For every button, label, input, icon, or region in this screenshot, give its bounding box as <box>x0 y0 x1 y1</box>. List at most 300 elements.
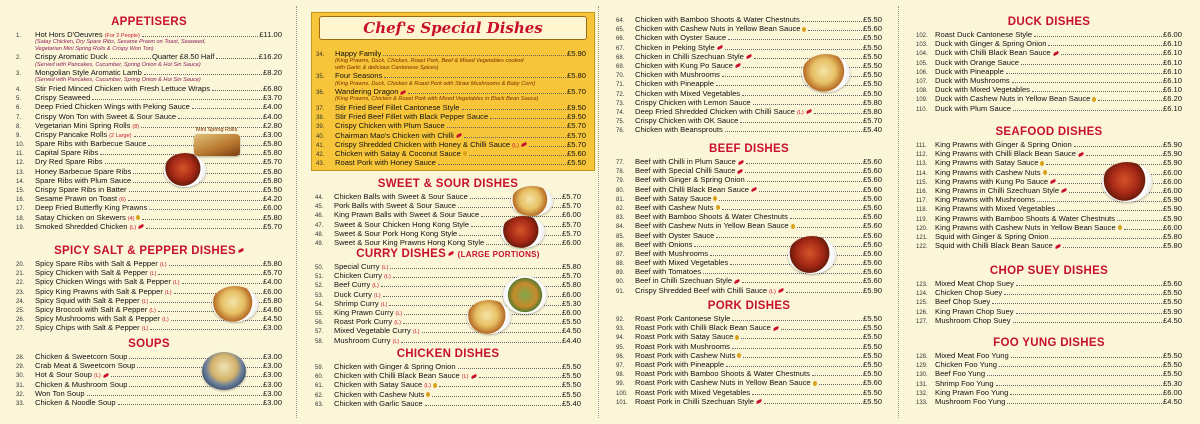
item-price: £5.50 <box>561 380 581 390</box>
item-price: £4.50 <box>1162 315 1182 325</box>
item-number: 81. <box>616 196 625 203</box>
item-name-text: Special Curry <box>334 262 380 271</box>
menu-item-row <box>916 297 1182 306</box>
item-name-text: Capital Spare Ribs <box>35 148 99 158</box>
item-number: 94. <box>616 335 625 342</box>
dot-leader <box>1061 54 1162 55</box>
item-number: 33. <box>16 400 25 407</box>
item-name <box>334 399 423 408</box>
item-number: 45. <box>315 204 324 211</box>
dot-leader <box>728 39 862 40</box>
dot-leader <box>732 348 862 349</box>
item-name-text: Beef with Chilli Black Bean Sauce <box>635 184 749 194</box>
item-price: £3.00 <box>262 379 282 389</box>
menu-item-row <box>616 43 882 52</box>
item-name-text: Spare Ribs with Barbecue Sauce <box>35 139 147 149</box>
dot-leader <box>158 274 262 275</box>
item-description: Vegetarian Mini Spring Rolls & Crispy Won Ton) <box>35 45 154 52</box>
spring-rolls-photo <box>194 134 240 156</box>
menu-item-row <box>16 194 282 203</box>
dot-leader <box>479 377 561 378</box>
item-name-text: Crispy Aromatic Duck <box>35 52 108 62</box>
item-tag: (L) <box>384 274 391 281</box>
item-price: £9.50 <box>566 102 586 112</box>
dot-leader <box>1016 285 1162 286</box>
item-price: £16.20 <box>258 52 282 62</box>
dot-leader <box>1037 201 1162 202</box>
menu-item-row <box>616 212 882 221</box>
item-name <box>635 98 751 107</box>
item-name <box>635 378 817 387</box>
item-name <box>935 149 1084 158</box>
item-name <box>635 342 730 351</box>
item-name-text: Mixed Meat Chop Suey <box>935 279 1014 288</box>
item-name <box>935 279 1014 288</box>
chili-icon <box>1078 152 1084 157</box>
item-description: with Garlic & delicious Cantonese Spices) <box>335 64 439 71</box>
item-tag: (6) <box>119 197 126 204</box>
menu-item-row <box>916 288 1182 297</box>
item-name-text: Duck with Mixed Vegetables <box>935 85 1030 95</box>
item-number: 117. <box>916 198 928 205</box>
item-tag: (2 Large) <box>109 132 132 139</box>
item-name <box>635 258 728 267</box>
dot-leader <box>747 181 862 182</box>
item-price: £5.80 <box>1162 231 1182 241</box>
item-name-text: Won Ton Soup <box>35 388 85 398</box>
dot-leader <box>742 95 862 96</box>
item-number: 111. <box>916 143 927 149</box>
item-name-text: Beef with Satay Sauce <box>635 193 712 203</box>
item-number: 32. <box>16 391 25 398</box>
dot-leader <box>1013 110 1162 111</box>
item-name-text: King Prawn Curry <box>334 307 394 317</box>
item-number: 50. <box>315 265 324 271</box>
menu-item-row <box>916 214 1182 223</box>
dot-leader <box>722 209 862 210</box>
menu-item-row <box>16 185 282 194</box>
item-name <box>635 70 720 79</box>
item-name <box>935 223 1122 232</box>
item-name-text: King Prawns with Cashew Nuts in Yellow Bean Sauce <box>935 222 1116 232</box>
chili-icon <box>773 326 779 331</box>
item-name <box>35 93 90 102</box>
item-number: 17. <box>16 206 25 213</box>
item-name <box>334 229 457 238</box>
item-number: 42. <box>316 151 325 158</box>
item-name <box>635 397 762 406</box>
menu-item-row <box>315 371 581 380</box>
item-number: 57. <box>315 329 324 336</box>
nut-icon <box>716 205 720 210</box>
item-name <box>35 102 190 111</box>
item-number: 56. <box>315 320 324 327</box>
item-price: £8.20 <box>262 68 282 78</box>
item-number: 28. <box>16 355 25 361</box>
dot-leader <box>812 375 862 376</box>
item-name-text: King Prawn Foo Yung <box>935 387 1009 397</box>
item-price: £6.00 <box>1162 167 1182 177</box>
item-price: £9.50 <box>566 112 586 122</box>
item-price: £6.00 <box>561 307 581 317</box>
item-name <box>635 286 784 297</box>
item-number: 25. <box>16 307 25 314</box>
item-name-text: Roast Pork Curry <box>334 317 393 327</box>
duck-section <box>916 16 1182 113</box>
item-tag: (L) <box>796 109 804 116</box>
item-name-text: Sweet & Sour Pork Hong Kong Style <box>334 228 458 238</box>
menu-item-row <box>916 76 1182 85</box>
beef-section <box>616 143 882 295</box>
item-name-text: Honey Barbecue Spare Ribs <box>35 166 132 176</box>
item-price: £5.80 <box>862 97 882 107</box>
item-number: 126. <box>916 309 928 316</box>
item-number: 80. <box>616 187 625 194</box>
item-price: £2.80 <box>262 120 282 130</box>
item-price: £5.60 <box>862 202 882 212</box>
item-price: £5.50 <box>1162 288 1182 298</box>
item-name-text: Duck Curry <box>334 289 372 299</box>
item-name <box>35 185 127 194</box>
chili-icon <box>751 187 757 192</box>
menu-item-row <box>916 67 1182 76</box>
section-title-text: SPICY SALT & PEPPER DISHES <box>54 245 236 257</box>
item-name-text: Duck with Ginger & Spring Onion <box>935 39 1047 49</box>
item-name <box>35 323 148 334</box>
menu-item-row <box>16 259 282 268</box>
item-name-text: Chicken with Mixed Vegetables <box>635 88 741 98</box>
item-name-text: King Prawns with Mushrooms <box>935 195 1036 205</box>
item-number: 14. <box>16 178 25 185</box>
item-name <box>35 222 144 233</box>
item-name <box>35 203 147 212</box>
item-price: £5.70 <box>561 271 581 281</box>
item-name-text: Chicken Curry <box>334 271 383 281</box>
item-number: 20. <box>16 262 25 268</box>
item-number: 124. <box>916 291 928 298</box>
menu-item-row <box>16 176 282 185</box>
dot-leader <box>746 163 862 164</box>
item-number: 7. <box>16 114 22 121</box>
item-name-text: Beef with Tomatoes <box>635 267 702 277</box>
item-number: 87. <box>616 251 625 258</box>
item-tag: (L) <box>380 301 388 308</box>
menu-item-row <box>16 389 282 398</box>
item-price: £6.00 <box>1162 30 1182 39</box>
item-name-text: Chicken with Cashew Nuts in Yellow Bean Sauce <box>635 24 801 34</box>
item-price: £3.00 <box>262 352 282 361</box>
item-price: £5.90 <box>1162 195 1182 205</box>
dot-leader <box>1117 220 1162 221</box>
chili-icon <box>756 399 762 404</box>
item-name-text: Deep Fried Butterfly King Prawns <box>35 203 148 213</box>
item-number: 133. <box>916 399 928 406</box>
dot-leader <box>752 394 862 395</box>
item-price: £5.90 <box>1162 140 1182 149</box>
item-name-text: Duck with Pineapple <box>935 66 1004 76</box>
item-price: £5.90 <box>1162 306 1182 316</box>
item-price: £4.60 <box>262 304 282 314</box>
item-number: 96. <box>616 353 625 360</box>
chili-icon <box>470 374 476 379</box>
dot-leader <box>439 386 561 387</box>
item-name-text: Chicken with Pineapple <box>635 79 714 89</box>
item-price: £5.50 <box>862 314 882 323</box>
menu-item-row <box>916 369 1182 378</box>
menu-item-row <box>616 332 882 341</box>
item-number: 11. <box>16 151 24 158</box>
dot-leader <box>425 405 561 406</box>
item-description: (Satay Chicken, Dry Spare Ribs, Sesame Prawn on Toast, Seaweed, <box>35 39 206 46</box>
item-price: £3.00 <box>262 129 282 139</box>
dot-leader <box>1006 73 1162 74</box>
item-name <box>635 267 701 276</box>
item-name-text: King Prawns with Ginger & Spring Onion <box>935 140 1072 149</box>
dot-leader <box>149 209 262 210</box>
item-number: 40. <box>316 133 325 140</box>
item-price: £5.70 <box>566 130 586 140</box>
dot-leader <box>129 386 262 387</box>
item-number: 3. <box>16 71 22 78</box>
item-name-text: Spicy King Prawns with Salt & Pepper <box>35 286 163 296</box>
item-price: £5.60 <box>862 276 882 286</box>
item-name-text: Spicy Chips with Salt & Pepper <box>35 323 140 333</box>
menu-item-row <box>16 93 282 102</box>
menu-item-row <box>616 360 882 369</box>
item-price: £6.00 <box>1162 387 1182 397</box>
item-name <box>35 52 108 61</box>
item-name-text: Roast Pork Cantonese Style <box>635 314 731 323</box>
menu-item-row <box>916 223 1182 232</box>
item-price: £5.50 <box>862 33 882 43</box>
item-price: £3.70 <box>262 93 282 103</box>
item-number: 103. <box>916 42 928 49</box>
section-title: CHICKEN DISHES <box>396 348 500 360</box>
item-number: 130. <box>916 372 928 379</box>
item-name-text: Crispy Spare Ribs in Batter <box>35 185 127 194</box>
sweet-sour-photo <box>501 216 545 248</box>
menu-item-row <box>616 267 882 276</box>
item-tag: (L) <box>373 292 381 299</box>
dot-leader <box>1032 91 1162 92</box>
menu-item-row <box>16 102 282 111</box>
item-name-text: Stir Fried Minced Chicken with Fresh Lettuce Wraps <box>35 83 211 93</box>
menu-item-row <box>616 378 882 387</box>
item-price: £5.90 <box>1162 158 1182 168</box>
section-title-text: CURRY DISHES <box>356 248 447 260</box>
menu-item-row <box>616 157 882 166</box>
dot-leader <box>987 375 1162 376</box>
menu-item-row <box>916 279 1182 288</box>
item-price: £6.10 <box>1162 39 1182 49</box>
dot-leader <box>740 122 862 123</box>
chili-icon <box>716 45 722 50</box>
item-name-text: Smoked Shredded Chicken <box>35 221 128 231</box>
item-name <box>635 125 723 134</box>
item-name <box>935 351 1009 360</box>
item-price: £3.00 <box>262 323 282 333</box>
dot-leader <box>759 191 862 192</box>
item-price: £5.70 <box>566 87 586 97</box>
item-name <box>635 332 739 341</box>
item-name <box>35 389 85 398</box>
item-number: 49. <box>315 240 324 247</box>
item-number: 118. <box>916 207 928 214</box>
menu-item-row <box>616 185 882 194</box>
item-number: 121. <box>916 234 928 241</box>
item-number: 101. <box>616 399 628 406</box>
dot-leader <box>1004 294 1162 295</box>
item-number: 113. <box>916 161 928 168</box>
item-name <box>935 214 1115 223</box>
item-name-text: King Prawns with Bamboo Shoots & Water Chestnuts <box>935 213 1115 223</box>
item-name <box>35 148 98 157</box>
item-name-text: Roast Pork with Satay Sauce <box>635 332 734 342</box>
item-number: 73. <box>616 100 625 107</box>
menu-item-row <box>16 52 282 61</box>
item-number: 9. <box>16 132 22 139</box>
item-name <box>935 158 1044 167</box>
item-name-text: Chicken with Oyster Sauce <box>635 33 727 43</box>
dot-leader <box>142 36 258 37</box>
item-description: (Served with Pancakes, Cucumber, Spring Onion & Hoi Sin Sauce) <box>35 61 201 68</box>
section-title <box>16 245 282 259</box>
item-number: 105. <box>916 60 928 67</box>
item-number: 30. <box>16 373 25 380</box>
item-name <box>635 351 741 360</box>
item-number: 88. <box>616 261 625 268</box>
menu-column-3 <box>616 0 882 424</box>
dot-leader <box>129 358 262 359</box>
dot-leader <box>786 292 862 293</box>
menu-item-row <box>616 175 882 184</box>
item-number: 44. <box>315 195 324 201</box>
item-price: £6.20 <box>1162 94 1182 104</box>
item-number: 123. <box>916 282 928 288</box>
menu-item-row <box>16 84 282 93</box>
item-name-text: Beef with Cashew Nuts <box>635 202 714 212</box>
item-number: 109. <box>916 97 928 104</box>
menu-item-row <box>616 166 882 175</box>
menu-item-row <box>16 277 282 286</box>
menu-item-row <box>16 112 282 121</box>
item-number: 53. <box>315 292 324 299</box>
nut-icon <box>813 381 817 386</box>
item-number: 120. <box>916 225 928 232</box>
item-name-text: Chicken with Cashew Nuts <box>334 389 425 399</box>
item-name-text: Chicken in Peking Style <box>635 42 715 52</box>
item-name <box>635 185 757 194</box>
item-number: 83. <box>616 215 625 222</box>
menu-item-row <box>616 24 882 33</box>
dot-leader <box>1046 164 1162 165</box>
item-price: £5.80 <box>566 71 586 81</box>
dot-leader <box>703 273 862 274</box>
menu-item-row <box>616 276 882 285</box>
chili-icon <box>102 373 108 378</box>
item-price: £5.60 <box>862 267 882 277</box>
menu-item-row <box>916 140 1182 149</box>
item-name-text: Beef with Cashew Nuts in Yellow Bean Sauce <box>635 221 789 231</box>
item-number: 23. <box>16 289 25 296</box>
item-price: £5.50 <box>561 362 581 371</box>
item-price: £5.50 <box>862 15 882 24</box>
item-name <box>935 140 1072 149</box>
item-name-text: King Prawns with Mixed Vegetables <box>935 204 1056 214</box>
item-name-text: Beef with Ginger & Spring Onion <box>635 175 745 185</box>
menu-item-row <box>315 336 581 345</box>
dot-leader <box>118 404 262 405</box>
chicken-dish-photo <box>802 54 850 92</box>
menu-column-1 <box>16 0 282 424</box>
item-number: 78. <box>616 169 625 176</box>
item-name <box>935 48 1059 57</box>
item-name-text: Roast Pork with Pineapple <box>635 359 725 369</box>
nut-icon <box>426 392 430 397</box>
item-name <box>635 116 738 125</box>
item-tag: (For 2 People) <box>104 33 140 39</box>
item-number: 79. <box>616 178 625 185</box>
item-number: 75. <box>616 119 625 126</box>
item-price: £6.00 <box>561 237 581 247</box>
item-name <box>935 85 1030 94</box>
item-name-text: Beef with Special Chilli Sauce <box>635 166 736 176</box>
item-number: 86. <box>616 242 625 249</box>
item-name <box>635 61 741 70</box>
item-number: 127. <box>916 318 928 325</box>
item-tag: (L) <box>381 265 389 271</box>
item-number: 38. <box>316 115 325 122</box>
item-price: £5.50 <box>262 185 282 194</box>
item-price: £6.10 <box>1162 66 1182 76</box>
item-name-text: Sesame Prawn on Toast <box>35 194 118 204</box>
chili-icon <box>737 169 743 174</box>
item-name <box>935 307 1014 316</box>
chili-icon <box>1061 188 1067 193</box>
item-tag: (L) <box>172 280 180 287</box>
item-number: 85. <box>616 233 625 240</box>
item-name-text: Chicken & Sweetcorn Soup <box>35 352 128 361</box>
menu-item-row <box>16 139 282 148</box>
item-name <box>35 167 131 176</box>
item-name <box>935 241 1061 250</box>
item-name-text: King Prawns with Kung Po Sauce <box>935 176 1049 186</box>
item-number: 4. <box>16 86 22 93</box>
item-name <box>635 212 788 221</box>
item-name <box>635 360 724 369</box>
item-name-text: Chicken with Satay Sauce <box>334 380 423 390</box>
menu-item-row <box>16 68 282 77</box>
item-price: £5.60 <box>862 239 882 249</box>
item-price: £4.50 <box>561 326 581 336</box>
item-name <box>635 369 810 378</box>
dot-leader <box>743 357 862 358</box>
item-name-text: Mixed Vegetable Curry <box>334 326 411 336</box>
menu-item-row <box>616 89 882 98</box>
menu-item-row <box>916 30 1182 39</box>
item-number: 71. <box>616 82 625 89</box>
item-name <box>35 112 176 121</box>
menu-item-row <box>616 351 882 360</box>
item-price: £5.80 <box>262 295 282 305</box>
item-number: 91. <box>616 288 625 295</box>
item-name <box>334 336 399 347</box>
item-number: 100. <box>616 390 628 397</box>
item-name-text: Chicken & Mushroom Soup <box>35 379 128 389</box>
item-number: 92. <box>616 317 625 323</box>
item-number: 125. <box>916 300 928 307</box>
menu-item-row <box>616 203 882 212</box>
